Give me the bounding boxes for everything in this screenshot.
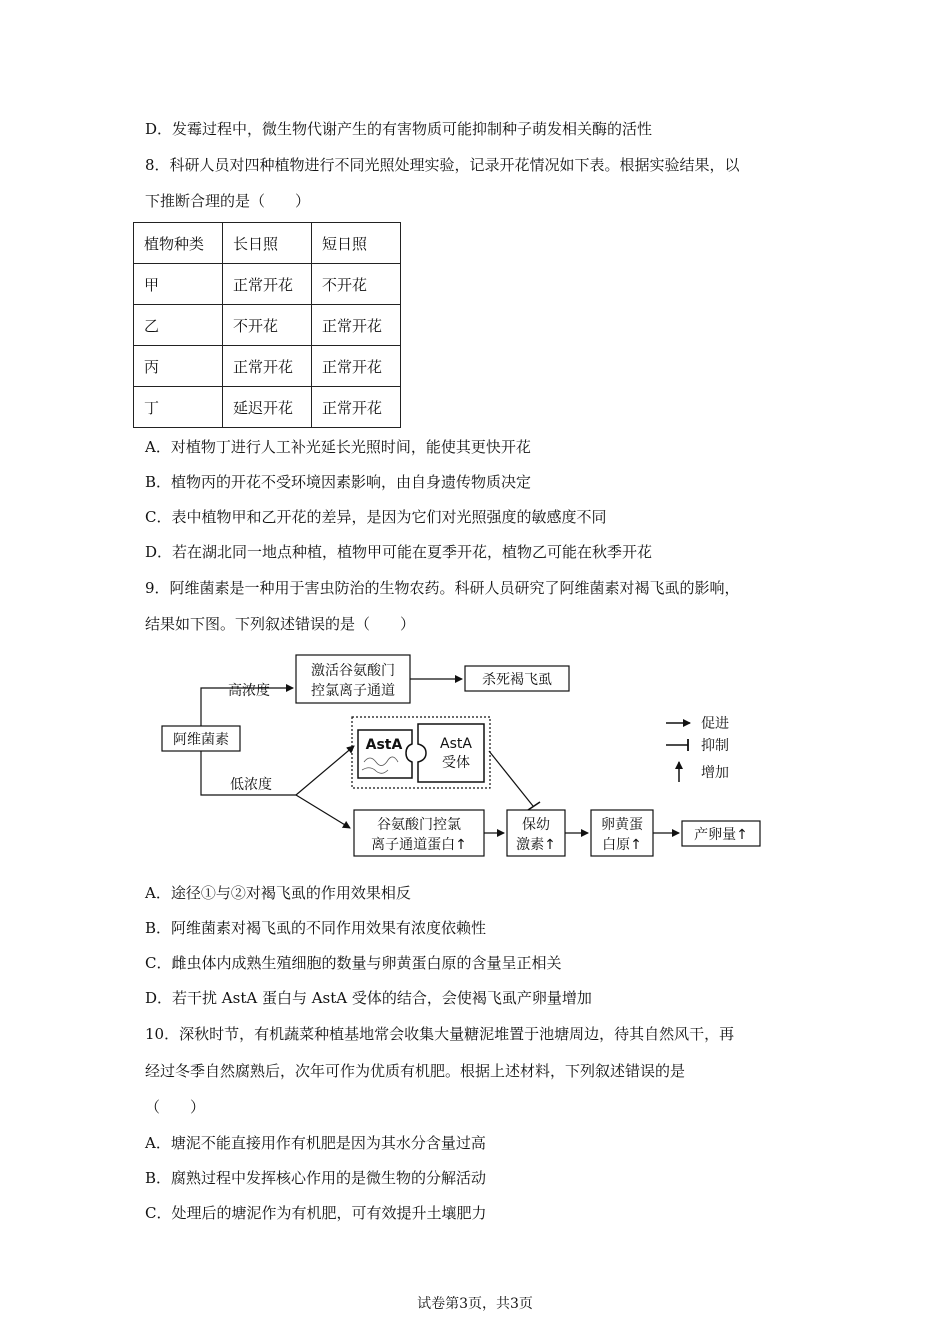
q9-option-b: B．阿维菌素对褐飞虱的不同作用效果有浓度依赖性 — [145, 919, 487, 937]
table-cell: 丁 — [134, 387, 223, 428]
page-footer: 试卷第3页，共3页 — [417, 1296, 533, 1312]
q7-option-d: D．发霉过程中，微生物代谢产生的有害物质可能抑制种子萌发相关酶的活性 — [145, 120, 653, 138]
egg-label: 产卵量↑ — [694, 827, 748, 843]
table-header: 植物种类 — [134, 223, 223, 264]
asta-label: AstA — [365, 737, 403, 753]
channel-line1: 谷氨酸门控氯 — [377, 817, 461, 833]
table-cell: 乙 — [134, 305, 223, 346]
table-cell: 正常开花 — [223, 346, 312, 387]
legend-promote-label: 促进 — [701, 716, 729, 732]
q8-option-b: B．植物丙的开花不受环境因素影响，由自身遗传物质决定 — [145, 473, 532, 491]
juvenile-line1: 保幼 — [522, 817, 550, 833]
table-cell: 正常开花 — [312, 346, 401, 387]
low-to-asta-arrow — [296, 746, 354, 795]
table-header: 短日照 — [312, 223, 401, 264]
table-row — [134, 305, 401, 346]
q10-stem-line3: （ ） — [145, 1098, 206, 1116]
receptor-line1: AstA — [440, 736, 472, 752]
q9-mechanism-diagram — [150, 650, 780, 865]
legend-increase-label: 增加 — [701, 765, 729, 781]
table-cell: 不开花 — [312, 264, 401, 305]
q8-flowering-table — [133, 222, 401, 428]
avermectin-label: 阿维菌素 — [173, 732, 229, 748]
channel-line2: 离子通道蛋白↑ — [371, 837, 467, 853]
vitello-line1: 卵黄蛋 — [601, 817, 643, 833]
table-cell: 不开花 — [223, 305, 312, 346]
table-cell: 正常开花 — [312, 305, 401, 346]
table-cell: 丙 — [134, 346, 223, 387]
kill-label: 杀死褐飞虱 — [482, 672, 552, 688]
legend-inhibit-label: 抑制 — [701, 738, 729, 754]
inhibit-bar — [528, 802, 540, 810]
q10-stem-line2: 经过冬季自然腐熟后，次年可作为优质有机肥。根据上述材料，下列叙述错误的是 — [145, 1062, 686, 1080]
asta-receptor-shape — [418, 724, 484, 782]
q9-stem-line2: 结果如下图。下列叙述错误的是（ ） — [145, 615, 416, 633]
q8-stem-line1: 8．科研人员对四种植物进行不同光照处理实验，记录开花情况如下表。根据实验结果，以 — [145, 156, 740, 174]
table-cell: 正常开花 — [223, 264, 312, 305]
vitello-line2: 白原↑ — [602, 837, 642, 853]
high-conc-label: 高浓度 — [228, 683, 270, 699]
q10-option-a: A．塘泥不能直接用作有机肥是因为其水分含量过高 — [145, 1134, 486, 1152]
q10-option-c: C．处理后的塘泥作为有机肥，可有效提升土壤肥力 — [145, 1204, 487, 1222]
q9-option-d: D．若干扰 AstA 蛋白与 AstA 受体的结合，会使褐飞虱产卵量增加 — [145, 989, 592, 1007]
receptor-line2: 受体 — [442, 755, 470, 771]
q8-option-d: D．若在湖北同一地点种植，植物甲可能在夏季开花，植物乙可能在秋季开花 — [145, 543, 653, 561]
q9-option-a: A．途径①与②对褐飞虱的作用效果相反 — [145, 884, 411, 902]
table-row — [134, 346, 401, 387]
table-header-row — [134, 223, 401, 264]
table-row — [134, 387, 401, 428]
q8-option-c: C．表中植物甲和乙开花的差异，是因为它们对光照强度的敏感度不同 — [145, 508, 607, 526]
table-header: 长日照 — [223, 223, 312, 264]
inhibit-line — [489, 751, 533, 806]
q9-option-c: C．雌虫体内成熟生殖细胞的数量与卵黄蛋白原的含量呈正相关 — [145, 954, 562, 972]
q8-option-a: A．对植物丁进行人工补光延长光照时间，能使其更快开花 — [145, 438, 531, 456]
q8-stem-line2: 下推断合理的是（ ） — [145, 192, 311, 210]
table-cell: 甲 — [134, 264, 223, 305]
low-to-channel-arrow — [296, 795, 350, 828]
q10-option-b: B．腐熟过程中发挥核心作用的是微生物的分解活动 — [145, 1169, 487, 1187]
q10-stem-line1: 10．深秋时节，有机蔬菜种植基地常会收集大量糖泥堆置于池塘周边，待其自然风干，再 — [145, 1025, 735, 1043]
juvenile-line2: 激素↑ — [516, 837, 556, 853]
table-row — [134, 264, 401, 305]
activate-line1: 激活谷氨酸门 — [311, 663, 395, 679]
low-conc-label: 低浓度 — [230, 777, 272, 793]
table-cell: 正常开花 — [312, 387, 401, 428]
activate-line2: 控氯离子通道 — [311, 683, 395, 699]
table-cell: 延迟开花 — [223, 387, 312, 428]
q9-stem-line1: 9．阿维菌素是一种用于害虫防治的生物农药。科研人员研究了阿维菌素对褐飞虱的影响， — [145, 579, 740, 597]
